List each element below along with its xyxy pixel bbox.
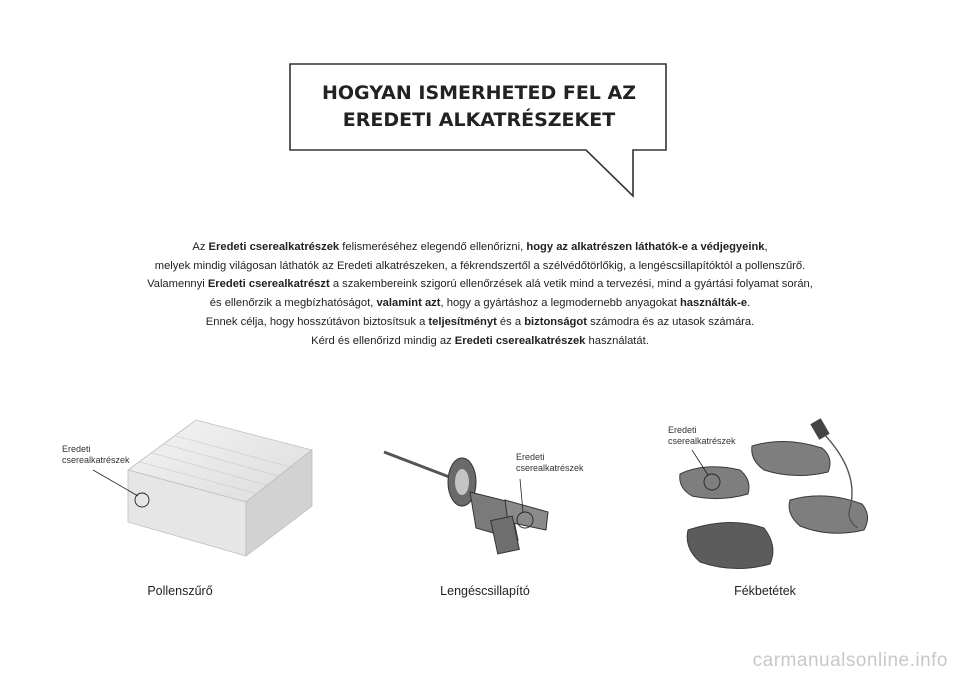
intro-line-2: melyek mindig világosan láthatók az Eredeti alkatrészeken, a fékrendszertől a szélvédőtörlőkig, a lengéscsillapítóktól a pollenszűrő. xyxy=(154,259,806,272)
intro-line-4: és ellenőrzik a megbízhatóságot, valamint azt, hogy a gyártáshoz a legmodernebb anyagokat használták-e. xyxy=(209,297,751,310)
brake-pads-caption: Fékbetétek xyxy=(734,584,796,598)
pollen-filter-callout: Eredeti cserealkatrészek xyxy=(62,444,130,465)
shock-absorber-caption: Lengéscsillapító xyxy=(440,584,530,598)
intro-line-1: Az Eredeti cserealkatrészek felismeréséhez elegendő ellenőrizni, hogy az alkatrészen láthatók-e a védjegyeink, xyxy=(192,241,768,253)
shock-absorber-callout: Eredeti cserealkatrészek xyxy=(516,452,584,473)
brake-pads-callout: Eredeti cserealkatrészek xyxy=(668,425,736,446)
page-title-line-2: EREDETI ALKATRÉSZEKET xyxy=(342,109,616,131)
intro-line-5: Ennek célja, hogy hosszútávon biztosítsuk a teljesítményt és a biztonságot számodra és az utasok számára. xyxy=(205,315,755,328)
pollen-filter-caption: Pollenszűrő xyxy=(147,584,213,598)
intro-line-3: Valamennyi Eredeti cserealkatrészt a szakembereink szigorú ellenőrzések alá vetik mind a tervezési, mind a gyártási folyamat során, xyxy=(147,278,813,291)
watermark: carmanualsonline.info xyxy=(752,650,948,671)
intro-line-6: Kérd és ellenőrizd mindig az Eredeti cserealkatrészek használatát. xyxy=(311,334,649,347)
page-title-line-1: HOGYAN ISMERHETED FEL AZ xyxy=(321,82,637,104)
